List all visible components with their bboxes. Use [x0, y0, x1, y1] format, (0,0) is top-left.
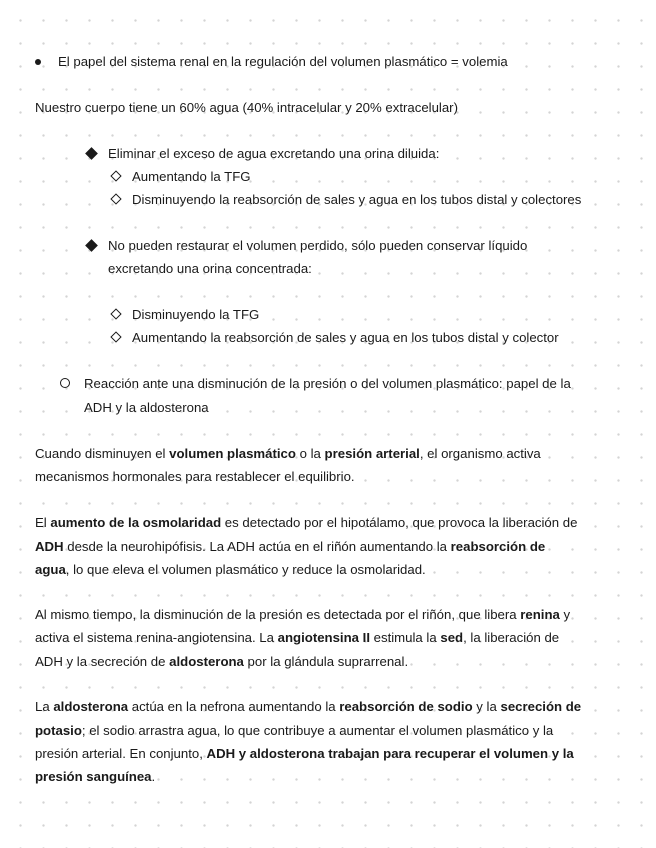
list-item-dilute: Eliminar el exceso de agua excretando una orina diluida: — [108, 146, 440, 161]
list-item-concentrate-l2: excretando una orina concentrada: — [108, 261, 312, 276]
paragraph-aldosterone-l4: presión sanguínea. — [35, 769, 156, 784]
paragraph-hormonal-l2: mecanismos hormonales para restablecer el equilibrio. — [35, 469, 355, 484]
paragraph-aldosterone-l2: potasio; el sodio arrastra agua, lo que contribuye a aumentar el volumen plasmático y la — [35, 723, 554, 738]
list-item-reaction-l2: ADH y la aldosterona — [84, 400, 209, 415]
paragraph-body-water: Nuestro cuerpo tiene un 60% agua (40% intracelular y 20% extracelular) — [35, 100, 458, 115]
diamond-open-icon — [110, 170, 121, 181]
sub-item-increase-tfg: Aumentando la TFG — [132, 169, 251, 184]
circle-bullet-icon — [60, 378, 70, 388]
diamond-filled-icon — [85, 239, 98, 252]
paragraph-aldosterone-l3: presión arterial. En conjunto, ADH y aldosterona trabajan para recuperar el volumen y la — [35, 746, 574, 761]
diamond-open-icon — [110, 331, 121, 342]
paragraph-osmolarity-l1: El aumento de la osmolaridad es detectado por el hipotálamo, que provoca la liberación de — [35, 515, 578, 530]
paragraph-renin-l2: activa el sistema renina-angiotensina. La angiotensina II estimula la sed, la liberación de — [35, 630, 560, 645]
paragraph-renin-l1: Al mismo tiempo, la disminución de la presión es detectada por el riñón, que libera renina y — [35, 607, 571, 622]
list-item-reaction-l1: Reacción ante una disminución de la presión o del volumen plasmático: papel de la — [84, 376, 571, 391]
paragraph-osmolarity-l3: agua, lo que eleva el volumen plasmático y reduce la osmolaridad. — [35, 562, 426, 577]
paragraph-renin-l3: ADH y la secreción de aldosterona por la glándula suprarrenal. — [35, 654, 409, 669]
sub-item-decrease-tfg: Disminuyendo la TFG — [132, 307, 260, 322]
paragraph-hormonal-l1: Cuando disminuyen el volumen plasmático o la presión arterial, el organismo activa — [35, 446, 541, 461]
section-heading: El papel del sistema renal en la regulación del volumen plasmático = volemia — [58, 54, 508, 69]
diamond-filled-icon — [85, 147, 98, 160]
sub-item-increase-reabsorption: Aumentando la reabsorción de sales y agua en los tubos distal y colector — [132, 330, 559, 345]
list-item-concentrate-l1: No pueden restaurar el volumen perdido, sólo pueden conservar líquido — [108, 238, 528, 253]
paragraph-aldosterone-l1: La aldosterona actúa en la nefrona aumentando la reabsorción de sodio y la secreción de — [35, 699, 582, 714]
diamond-open-icon — [110, 308, 121, 319]
bullet-dot-icon — [35, 59, 41, 65]
sub-item-decrease-reabsorption: Disminuyendo la reabsorción de sales y agua en los tubos distal y colectores — [132, 192, 582, 207]
diamond-open-icon — [110, 193, 121, 204]
paragraph-osmolarity-l2: ADH desde la neurohipófisis. La ADH actúa en el riñón aumentando la reabsorción de — [35, 539, 546, 554]
